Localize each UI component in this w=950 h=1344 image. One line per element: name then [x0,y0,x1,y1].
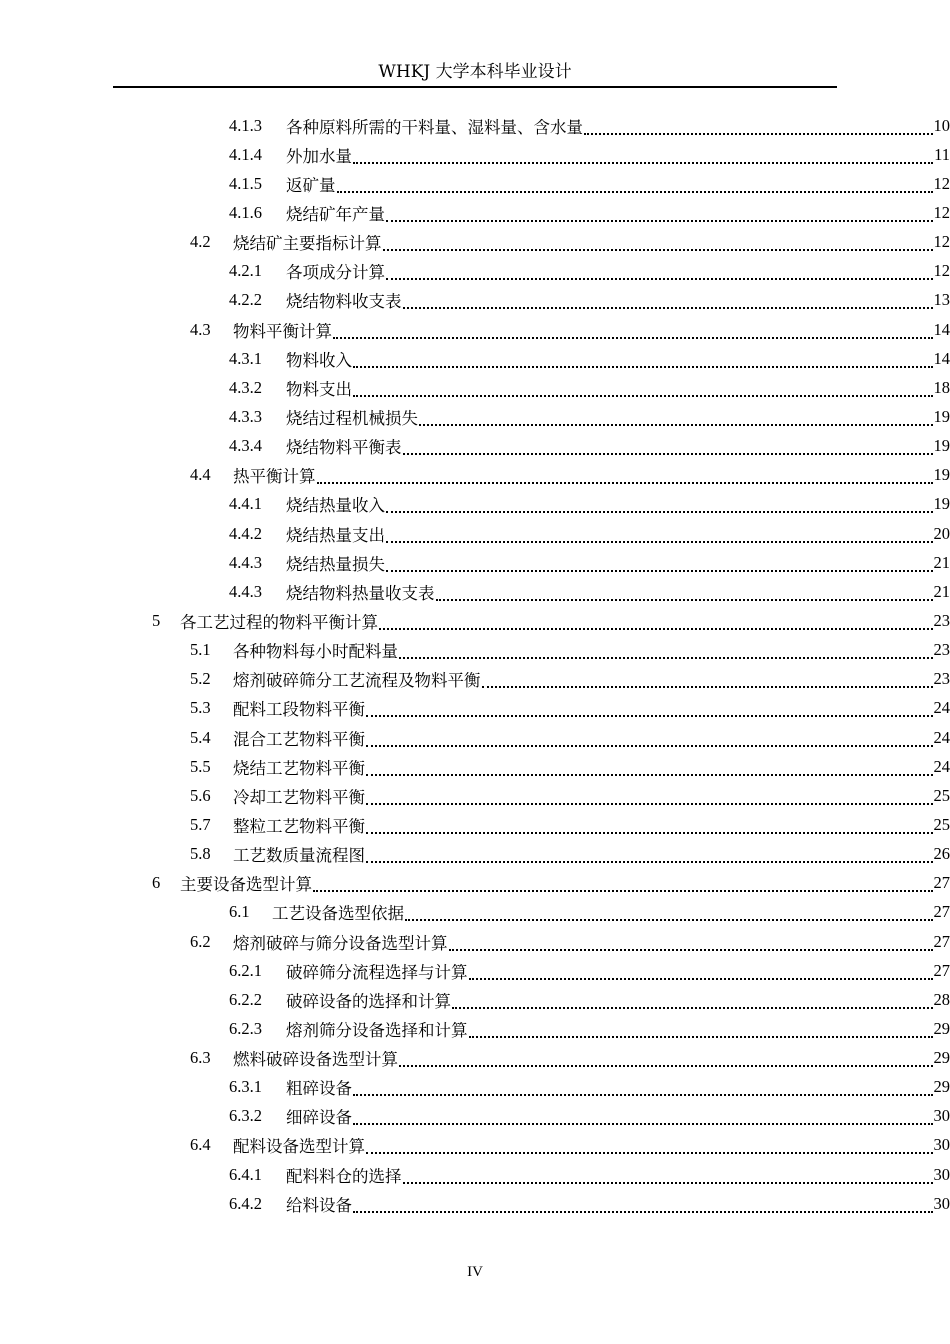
toc-entry-page: 24 [933,756,950,776]
toc-entry[interactable] [0,315,950,344]
toc-entry-page: 21 [933,552,950,572]
toc-entry-title: 热平衡计算 [233,467,316,487]
toc-entry-number: 4.1.6 [229,202,262,222]
toc-entry-number: 6.2.1 [229,960,262,980]
toc-entry-title: 烧结物料平衡表 [286,438,402,458]
toc-entry-number: 4.4.1 [229,494,262,514]
toc-entry-number: 4.1.4 [229,144,262,164]
toc-entry[interactable] [0,432,950,461]
toc-entry-page: 12 [933,173,950,193]
toc-entry-title: 工艺设备选型依据 [272,904,404,924]
toc-entry[interactable] [0,781,950,810]
toc-leader-dots [317,468,933,484]
toc-leader-dots [337,177,933,193]
toc-leader-dots [386,497,933,513]
toc-leader-dots [366,847,933,863]
toc-entry-page: 24 [933,698,950,718]
toc-entry-page: 24 [933,727,950,747]
toc-entry-number: 5.6 [190,785,211,805]
toc-leader-dots [405,905,933,921]
toc-entry-page: 26 [933,844,950,864]
toc-leader-dots [419,410,933,426]
toc-entry-page: 12 [933,232,950,252]
toc-entry-number: 6.3 [190,1048,211,1068]
toc-leader-dots [399,643,933,659]
toc-leader-dots [403,293,933,309]
toc-entry-title: 烧结热量损失 [286,554,385,574]
toc-entry-number: 5.7 [190,814,211,834]
toc-entry-number: 6.4.1 [229,1164,262,1184]
toc-entry-title: 烧结工艺物料平衡 [233,758,365,778]
toc-entry-page: 27 [933,960,950,980]
toc-entry-page: 21 [933,581,950,601]
toc-entry-title: 物料收入 [286,350,352,370]
toc-leader-dots [353,148,933,164]
toc-entry[interactable] [0,519,950,548]
toc-entry-title: 物料支出 [286,379,352,399]
toc-entry[interactable] [0,111,950,140]
toc-entry[interactable] [0,577,950,606]
toc-entry-title: 返矿量 [286,175,336,195]
toc-leader-dots [353,1197,933,1213]
toc-leader-dots [379,614,933,630]
toc-entry-number: 4.1.5 [229,173,262,193]
toc-entry[interactable] [0,606,950,635]
toc-leader-dots [436,585,933,601]
toc-leader-dots [383,235,933,251]
toc-entry-page: 19 [933,406,950,426]
toc-entry-number: 5.1 [190,640,211,660]
toc-entry[interactable] [0,461,950,490]
toc-entry[interactable] [0,1044,950,1073]
toc-entry[interactable] [0,286,950,315]
toc-entry[interactable] [0,985,950,1014]
toc-leader-dots [353,1109,933,1125]
toc-entry-page: 27 [933,902,950,922]
toc-entry-title: 冷却工艺物料平衡 [233,787,365,807]
toc-entry[interactable] [0,1102,950,1131]
toc-entry-page: 23 [933,640,950,660]
toc-entry-number: 4.4.3 [229,552,262,572]
toc-leader-dots [333,323,933,339]
toc-entry-number: 4.1.3 [229,115,262,135]
toc-entry[interactable] [0,548,950,577]
toc-entry[interactable] [0,1160,950,1189]
toc-entry-title: 烧结物料收支表 [286,292,402,312]
toc-entry-page: 30 [933,1193,950,1213]
toc-entry-number: 6.2 [190,931,211,951]
toc-entry-number: 6 [152,873,161,893]
toc-entry-number: 4.4.2 [229,523,262,543]
toc-entry-title: 混合工艺物料平衡 [233,729,365,749]
toc-entry-number: 4.4 [190,465,211,485]
toc-entry-page: 30 [933,1106,950,1126]
toc-entry[interactable] [0,198,950,227]
toc-entry[interactable] [0,402,950,431]
toc-entry-page: 23 [933,610,950,630]
toc-entry-title: 烧结热量收入 [286,496,385,516]
toc-entry-number: 5.3 [190,698,211,718]
toc-entry-number: 6.3.2 [229,1106,262,1126]
toc-entry-title: 各工艺过程的物料平衡计算 [180,612,378,632]
toc-entry-number: 4.2 [190,232,211,252]
toc-entry-page: 29 [933,1048,950,1068]
toc-entry-number: 5.4 [190,727,211,747]
table-of-contents [0,111,950,1218]
toc-entry[interactable] [0,490,950,519]
toc-entry[interactable] [0,228,950,257]
toc-entry[interactable] [0,373,950,402]
header-title: WHKJ 大学本科毕业设计 [378,62,572,82]
toc-entry-page: 29 [933,1077,950,1097]
toc-entry-number: 4.2.1 [229,261,262,281]
toc-entry-title: 粗碎设备 [286,1079,352,1099]
toc-entry-number: 6.4 [190,1135,211,1155]
toc-leader-dots [584,119,933,135]
toc-entry-title: 熔剂筛分设备选择和计算 [286,1020,468,1040]
toc-entry-title: 烧结物料热量收支表 [286,583,435,603]
toc-entry-title: 烧结矿年产量 [286,204,385,224]
toc-entry-page: 13 [933,290,950,310]
toc-entry[interactable] [0,665,950,694]
toc-leader-dots [449,935,933,951]
toc-leader-dots [403,439,933,455]
toc-leader-dots [386,206,933,222]
toc-entry-page: 10 [933,115,950,135]
toc-entry-number: 5.2 [190,669,211,689]
toc-entry-number: 4.3.1 [229,348,262,368]
toc-leader-dots [353,1080,933,1096]
toc-leader-dots [353,381,933,397]
toc-leader-dots [353,352,933,368]
toc-entry-page: 27 [933,873,950,893]
toc-entry-title: 整粒工艺物料平衡 [233,816,365,836]
page-header [113,60,837,88]
toc-entry[interactable] [0,344,950,373]
page-number: IV [467,1264,483,1280]
toc-entry-title: 物料平衡计算 [233,321,332,341]
toc-entry[interactable] [0,1189,950,1218]
toc-entry-title: 各种原料所需的干料量、湿料量、含水量 [286,117,583,137]
toc-entry-page: 19 [933,465,950,485]
toc-entry-number: 4.4.3 [229,581,262,601]
toc-entry-number: 6.4.2 [229,1193,262,1213]
toc-entry[interactable] [0,169,950,198]
toc-entry-title: 外加水量 [286,146,352,166]
toc-leader-dots [386,556,933,572]
toc-leader-dots [469,1022,933,1038]
toc-entry-page: 29 [933,1018,950,1038]
toc-entry[interactable] [0,723,950,752]
toc-entry-page: 23 [933,669,950,689]
toc-entry-page: 25 [933,814,950,834]
toc-entry-page: 30 [933,1164,950,1184]
toc-entry[interactable] [0,869,950,898]
toc-leader-dots [366,731,933,747]
toc-entry-title: 给料设备 [286,1195,352,1215]
toc-leader-dots [452,993,933,1009]
toc-entry-page: 19 [933,436,950,456]
toc-leader-dots [469,964,933,980]
toc-entry-title: 配料设备选型计算 [233,1137,365,1157]
toc-entry-page: 28 [933,989,950,1009]
toc-entry-number: 4.3.2 [229,377,262,397]
toc-entry[interactable] [0,1131,950,1160]
toc-entry-title: 熔剂破碎筛分工艺流程及物料平衡 [233,671,481,691]
toc-entry[interactable] [0,1073,950,1102]
toc-entry-page: 11 [934,144,950,164]
toc-entry-number: 6.1 [229,902,250,922]
toc-entry-page: 27 [933,931,950,951]
toc-entry-number: 4.2.2 [229,290,262,310]
toc-entry-title: 主要设备选型计算 [180,875,312,895]
toc-entry-page: 19 [933,494,950,514]
toc-leader-dots [399,1051,933,1067]
toc-leader-dots [366,789,933,805]
toc-leader-dots [366,701,933,717]
toc-entry-number: 5.5 [190,756,211,776]
toc-entry-page: 14 [933,348,950,368]
toc-entry-page: 12 [933,202,950,222]
toc-entry-title: 细碎设备 [286,1108,352,1128]
toc-entry-title: 破碎设备的选择和计算 [286,991,451,1011]
toc-entry-number: 6.3.1 [229,1077,262,1097]
toc-entry[interactable] [0,956,950,985]
toc-leader-dots [386,527,933,543]
toc-entry[interactable] [0,694,950,723]
toc-entry-number: 5.8 [190,844,211,864]
toc-entry-page: 20 [933,523,950,543]
toc-entry[interactable] [0,752,950,781]
toc-entry[interactable] [0,1014,950,1043]
toc-entry-number: 4.3 [190,319,211,339]
toc-entry-title: 各项成分计算 [286,263,385,283]
toc-entry-title: 熔剂破碎与筛分设备选型计算 [233,933,448,953]
toc-entry-title: 烧结矿主要指标计算 [233,234,382,254]
toc-entry-title: 燃料破碎设备选型计算 [233,1050,398,1070]
toc-entry-page: 12 [933,261,950,281]
toc-entry[interactable] [0,636,950,665]
toc-entry-page: 18 [933,377,950,397]
toc-entry[interactable] [0,257,950,286]
toc-entry-number: 6.2.3 [229,1018,262,1038]
toc-leader-dots [366,1138,933,1154]
toc-entry-number: 4.3.3 [229,406,262,426]
toc-leader-dots [366,818,933,834]
toc-entry-title: 配料工段物料平衡 [233,700,365,720]
toc-entry-title: 烧结热量支出 [286,525,385,545]
toc-leader-dots [403,1168,933,1184]
toc-entry-title: 工艺数质量流程图 [233,846,365,866]
toc-entry-page: 25 [933,785,950,805]
toc-entry[interactable] [0,140,950,169]
toc-entry[interactable] [0,810,950,839]
toc-entry[interactable] [0,840,950,869]
toc-entry-title: 破碎筛分流程选择与计算 [286,962,468,982]
toc-entry[interactable] [0,927,950,956]
toc-leader-dots [313,876,933,892]
toc-entry-number: 4.3.4 [229,436,262,456]
toc-entry[interactable] [0,898,950,927]
toc-entry-title: 烧结过程机械损失 [286,408,418,428]
toc-entry-title: 配料料仓的选择 [286,1166,402,1186]
toc-entry-page: 30 [933,1135,950,1155]
toc-leader-dots [482,672,933,688]
toc-leader-dots [366,760,933,776]
toc-leader-dots [386,264,933,280]
toc-entry-title: 各种物料每小时配料量 [233,642,398,662]
toc-entry-number: 5 [152,610,161,630]
toc-entry-page: 14 [933,319,950,339]
toc-entry-number: 6.2.2 [229,989,262,1009]
